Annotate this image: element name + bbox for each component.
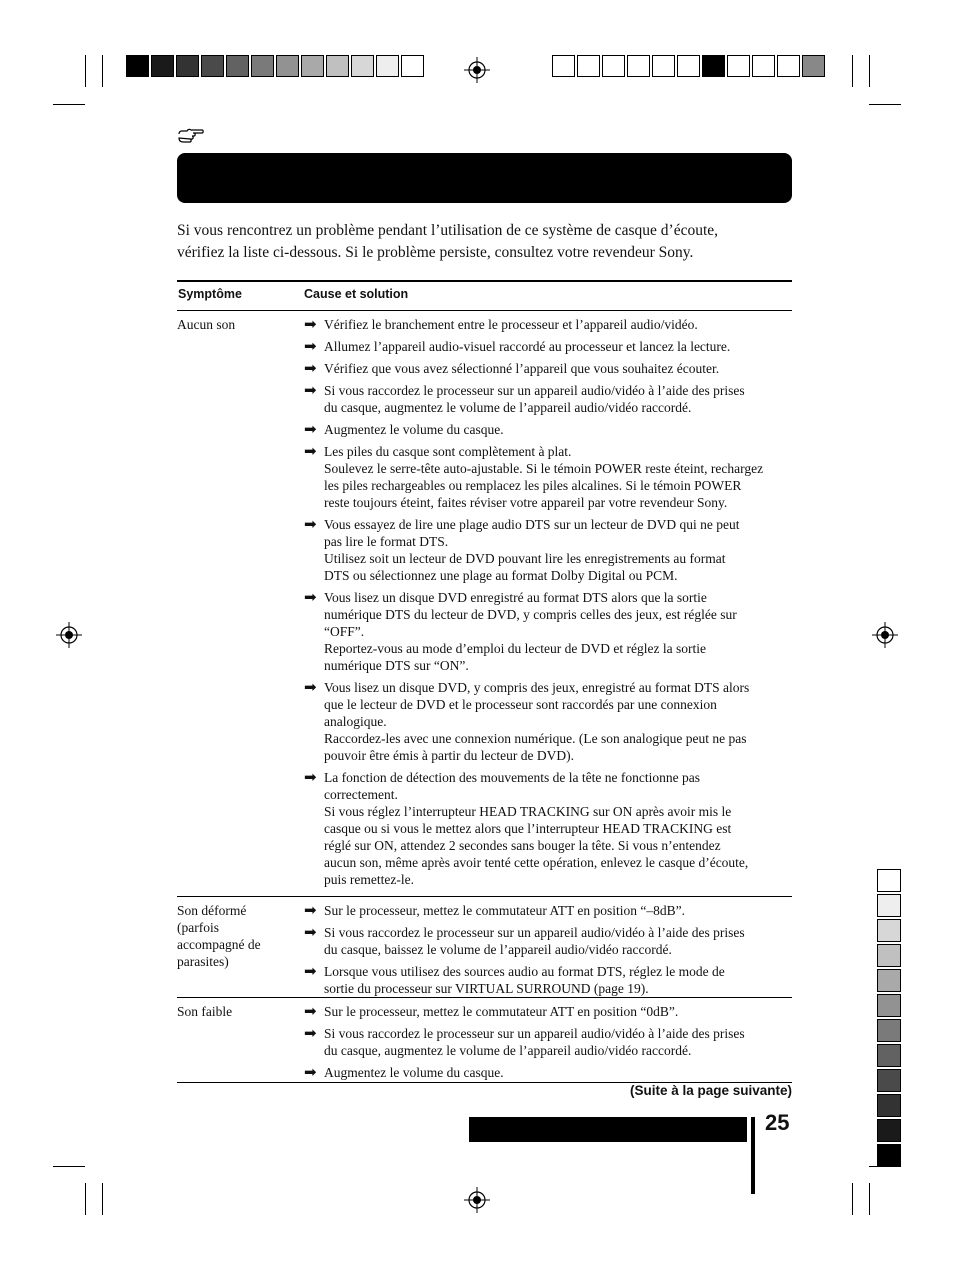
- crop-mark: [85, 1183, 86, 1215]
- solution-line: Les piles du casque sont complètement à plat.: [324, 444, 572, 459]
- arrow-icon: ➡: [304, 420, 317, 438]
- arrow-icon: ➡: [304, 337, 317, 355]
- solution-line: réglé sur ON, attendez 2 secondes sans bouger la tête. Si vous n’entendez: [324, 838, 721, 853]
- solution-line: La fonction de détection des mouvements de la tête ne fonctionne pas: [324, 770, 700, 785]
- solution-line: du casque, augmentez le volume de l’appareil audio/vidéo raccordé.: [324, 1043, 692, 1058]
- crop-mark: [869, 55, 870, 87]
- symptom-cell: [177, 1003, 295, 1020]
- registration-target-icon: [464, 57, 490, 83]
- cause-cell: [304, 902, 796, 1002]
- color-patch: [126, 55, 149, 77]
- solution-line: reste toujours éteint, faites réviser votre appareil par votre revendeur Sony.: [324, 495, 728, 510]
- solution-line: du casque, baissez le volume de l’appareil audio/vidéo raccordé.: [324, 942, 672, 957]
- solution-line: Sur le processeur, mettez le commutateur ATT en position “0dB”.: [324, 1004, 679, 1019]
- solution-item: [304, 963, 796, 997]
- solution-line: Lorsque vous utilisez des sources audio au format DTS, réglez le mode de: [324, 964, 725, 979]
- arrow-icon: ➡: [304, 768, 317, 786]
- gray-scale-bar: [126, 55, 426, 77]
- registration-target-icon: [872, 622, 898, 648]
- color-patch: [401, 55, 424, 77]
- color-patch: [877, 1019, 901, 1042]
- crop-mark: [852, 1183, 853, 1215]
- color-patch: [702, 55, 725, 77]
- symptom-line: Son déformé: [177, 903, 247, 918]
- crop-mark: [85, 55, 86, 87]
- solution-line: Augmentez le volume du casque.: [324, 422, 504, 437]
- solution-line: Soulevez le serre-tête auto-ajustable. Si le témoin POWER reste éteint, rechargez: [324, 461, 764, 476]
- color-patch: [627, 55, 650, 77]
- arrow-icon: ➡: [304, 381, 317, 399]
- solution-line: les piles rechargeables ou remplacez les piles alcalines. Si le témoin POWER: [324, 478, 742, 493]
- solution-line: Raccordez-les avec une connexion numérique. (Le son analogique peut ne pas: [324, 731, 747, 746]
- arrow-icon: ➡: [304, 442, 317, 460]
- solution-line: Si vous réglez l’interrupteur HEAD TRACKING sur ON après avoir mis le: [324, 804, 732, 819]
- solution-line: pas lire le format DTS.: [324, 534, 449, 549]
- color-patch: [877, 869, 901, 892]
- arrow-icon: ➡: [304, 678, 317, 696]
- crop-mark: [53, 104, 85, 105]
- footer-bar: [469, 1117, 747, 1142]
- density-bar: [552, 55, 827, 77]
- solution-line: numérique DTS sur “ON”.: [324, 658, 469, 673]
- table-top-rule: [177, 280, 792, 282]
- solution-line: que le lecteur de DVD et le processeur sont raccordés par une connexion: [324, 697, 717, 712]
- solution-line: Vous lisez un disque DVD enregistré au format DTS alors que la sortie: [324, 590, 707, 605]
- color-patch: [677, 55, 700, 77]
- color-patch: [877, 919, 901, 942]
- symptom-cell: [177, 902, 295, 970]
- symptom-line: Son faible: [177, 1004, 233, 1019]
- solution-line: Vérifiez que vous avez sélectionné l’appareil que vous souhaitez écouter.: [324, 361, 720, 376]
- color-patch: [176, 55, 199, 77]
- intro-line: Si vous rencontrez un problème pendant l’utilisation de ce système de casque d’écoute,: [177, 222, 719, 239]
- solution-item: [304, 360, 796, 377]
- solution-line: Augmentez le volume du casque.: [324, 1065, 504, 1080]
- color-patch: [226, 55, 249, 77]
- symptom-line: Aucun son: [177, 317, 236, 332]
- pointing-hand-icon: [178, 128, 204, 144]
- solution-item: [304, 769, 796, 888]
- color-patch: [877, 1119, 901, 1142]
- header-cause: Cause et solution: [304, 287, 409, 301]
- row-rule: [177, 997, 792, 998]
- color-patch: [777, 55, 800, 77]
- header-rule: [177, 310, 792, 311]
- solution-line: puis remettez-le.: [324, 872, 414, 887]
- color-patch: [877, 1044, 901, 1067]
- color-patch: [752, 55, 775, 77]
- color-patch: [877, 894, 901, 917]
- color-patch: [602, 55, 625, 77]
- color-patch: [877, 944, 901, 967]
- solution-line: Vous lisez un disque DVD, y compris des jeux, enregistré au format DTS alors: [324, 680, 750, 695]
- color-patch: [151, 55, 174, 77]
- color-patch: [301, 55, 324, 77]
- crop-mark: [869, 104, 901, 105]
- solution-line: sortie du processeur sur VIRTUAL SURROUND (page 19).: [324, 981, 649, 996]
- solution-line: Si vous raccordez le processeur sur un appareil audio/vidéo à l’aide des prises: [324, 383, 745, 398]
- color-patch: [877, 969, 901, 992]
- solution-line: Reportez-vous au mode d’emploi du lecteur de DVD et réglez la sortie: [324, 641, 706, 656]
- solution-line: Vérifiez le branchement entre le processeur et l’appareil audio/vidéo.: [324, 317, 698, 332]
- solution-line: Vous essayez de lire une plage audio DTS sur un lecteur de DVD qui ne peut: [324, 517, 740, 532]
- page-number-rule: [751, 1117, 755, 1194]
- solution-item: [304, 679, 796, 764]
- color-patch: [877, 1069, 901, 1092]
- intro-line: vérifiez la liste ci-dessous. Si le problème persiste, consultez votre revendeur Sony.: [177, 244, 694, 261]
- solution-item: [304, 516, 796, 584]
- side-tab-bar: [877, 869, 901, 1169]
- header-symptom: Symptôme: [178, 287, 242, 301]
- color-patch: [877, 1094, 901, 1117]
- solution-line: Allumez l’appareil audio-visuel raccordé au processeur et lancez la lecture.: [324, 339, 731, 354]
- symptom-cell: [177, 316, 295, 333]
- crop-mark: [869, 1183, 870, 1215]
- crop-mark: [102, 1183, 103, 1215]
- color-patch: [376, 55, 399, 77]
- arrow-icon: ➡: [304, 1063, 317, 1081]
- symptom-line: (parfois: [177, 920, 219, 935]
- color-patch: [251, 55, 274, 77]
- color-patch: [877, 1144, 901, 1167]
- solution-item: [304, 1025, 796, 1059]
- solution-line: Si vous raccordez le processeur sur un appareil audio/vidéo à l’aide des prises: [324, 925, 745, 940]
- crop-mark: [852, 55, 853, 87]
- color-patch: [652, 55, 675, 77]
- solution-item: [304, 589, 796, 674]
- cause-cell: [304, 1003, 796, 1086]
- color-patch: [877, 994, 901, 1017]
- solution-item: [304, 902, 796, 919]
- solution-line: Sur le processeur, mettez le commutateur ATT en position “–8dB”.: [324, 903, 685, 918]
- intro-paragraph: [177, 220, 797, 264]
- arrow-icon: ➡: [304, 1002, 317, 1020]
- solution-line: du casque, augmentez le volume de l’appareil audio/vidéo raccordé.: [324, 400, 692, 415]
- color-patch: [727, 55, 750, 77]
- continued-note: (Suite à la page suivante): [629, 1083, 792, 1098]
- solution-line: analogique.: [324, 714, 387, 729]
- symptom-line: accompagné de: [177, 937, 261, 952]
- registration-target-icon: [464, 1187, 490, 1213]
- solution-item: [304, 443, 796, 511]
- solution-line: Si vous raccordez le processeur sur un appareil audio/vidéo à l’aide des prises: [324, 1026, 745, 1041]
- solution-item: [304, 382, 796, 416]
- section-title-bar: [177, 153, 792, 203]
- crop-mark: [102, 55, 103, 87]
- solution-line: pouvoir être émis à partir du lecteur de DVD).: [324, 748, 575, 763]
- solution-line: “OFF”.: [324, 624, 365, 639]
- arrow-icon: ➡: [304, 588, 317, 606]
- solution-line: numérique DTS du lecteur de DVD, y compris celles des jeux, est réglée sur: [324, 607, 737, 622]
- solution-item: [304, 316, 796, 333]
- solution-line: casque ou si vous le mettez alors que l’interrupteur HEAD TRACKING est: [324, 821, 732, 836]
- row-rule: [177, 896, 792, 897]
- color-patch: [326, 55, 349, 77]
- solution-line: DTS ou sélectionnez une plage au format Dolby Digital ou PCM.: [324, 568, 678, 583]
- arrow-icon: ➡: [304, 901, 317, 919]
- solution-item: [304, 1003, 796, 1020]
- page-number: 25: [765, 1110, 790, 1135]
- registration-target-icon: [56, 622, 82, 648]
- solution-line: Utilisez soit un lecteur de DVD pouvant lire les enregistrements au format: [324, 551, 726, 566]
- arrow-icon: ➡: [304, 1024, 317, 1042]
- solution-line: correctement.: [324, 787, 398, 802]
- arrow-icon: ➡: [304, 923, 317, 941]
- solution-item: [304, 924, 796, 958]
- solution-line: aucun son, même après avoir tenté cette opération, enlevez le casque d’écoute,: [324, 855, 749, 870]
- arrow-icon: ➡: [304, 315, 317, 333]
- color-patch: [552, 55, 575, 77]
- arrow-icon: ➡: [304, 962, 317, 980]
- solution-item: [304, 338, 796, 355]
- crop-mark: [53, 1166, 85, 1167]
- color-patch: [351, 55, 374, 77]
- symptom-line: parasites): [177, 954, 229, 969]
- color-patch: [201, 55, 224, 77]
- arrow-icon: ➡: [304, 515, 317, 533]
- color-patch: [802, 55, 825, 77]
- color-patch: [577, 55, 600, 77]
- arrow-icon: ➡: [304, 359, 317, 377]
- color-patch: [276, 55, 299, 77]
- solution-item: [304, 421, 796, 438]
- solution-item: [304, 1064, 796, 1081]
- cause-cell: [304, 316, 796, 893]
